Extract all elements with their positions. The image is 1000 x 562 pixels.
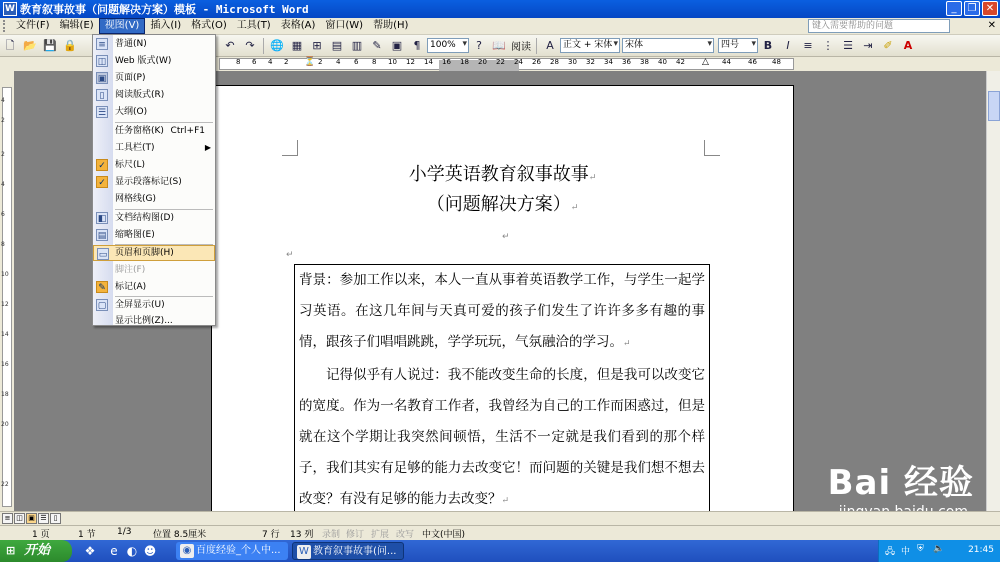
- document-page[interactable]: [211, 85, 794, 511]
- menu-item-ruler[interactable]: [93, 157, 215, 173]
- ruler-number: 10: [388, 58, 397, 66]
- ruler-number: 2: [284, 58, 289, 66]
- ruler-number: 32: [586, 58, 595, 66]
- menu-table[interactable]: 表格(A): [280, 20, 316, 31]
- tables-borders-icon[interactable]: ▦: [291, 38, 303, 52]
- status-position: 位置 8.5厘米: [153, 530, 207, 540]
- menu-item-label: 页眉和页脚(H): [115, 248, 174, 258]
- status-page: 1 页: [32, 530, 50, 540]
- task-label: 百度经验_个人中...: [196, 545, 281, 556]
- menu-file[interactable]: 文件(F): [16, 20, 50, 31]
- status-extend[interactable]: 扩展: [371, 530, 390, 540]
- windows-flag-icon: ⊞: [6, 544, 16, 557]
- title-bar: [0, 0, 1000, 18]
- open-icon[interactable]: 📂: [23, 38, 37, 52]
- menu-item-page-layout[interactable]: [93, 70, 215, 86]
- menu-item-zoom[interactable]: [93, 313, 215, 329]
- normal-view-icon[interactable]: ≡: [2, 513, 13, 524]
- first-indent-marker[interactable]: ⏳: [304, 57, 316, 67]
- document-title-line1[interactable]: [212, 160, 793, 186]
- menu-item-reading-layout[interactable]: [93, 87, 215, 103]
- menu-view[interactable]: 视图(V): [99, 18, 146, 34]
- paragraph-mark: ↵: [623, 339, 631, 349]
- menu-item-label: 工具栏(T): [115, 143, 155, 153]
- ruler-number: 36: [622, 58, 631, 66]
- word-icon: W: [297, 545, 311, 559]
- menu-item-thumbnails[interactable]: [93, 227, 215, 243]
- menu-item-label: 脚注(F): [115, 265, 146, 275]
- menu-item-normal[interactable]: [93, 36, 215, 52]
- zoom-select[interactable]: 100% ▾: [427, 38, 469, 53]
- ruler-number: 42: [676, 58, 685, 66]
- paragraph-mark: ↵: [286, 250, 294, 260]
- paragraph-mark: ↵: [588, 173, 597, 183]
- ruler-number: 14: [1, 331, 9, 338]
- paragraph-text: 记得似乎有人说过：我不能改变生命的长度，但是我可以改变它的宽度。作为一名教育工作者，我曾经为自己的工作而困惑过，但是就在这个学期让我突然间顿悟，生活不一定就是我们看到的那个样子，我们其实有足够的能力去改变它！而问题的关键是我们想不想去改变？有没有足够的能力去改变？: [299, 367, 705, 507]
- menu-tools[interactable]: 工具(T): [236, 20, 271, 31]
- ruler-number: 4: [1, 97, 5, 104]
- restore-button[interactable]: ❐: [964, 1, 980, 16]
- start-label: 开始: [24, 543, 51, 558]
- ruler-number: 2: [318, 58, 323, 66]
- hyperlink-icon[interactable]: 🌐: [270, 38, 284, 52]
- menu-item-label: 阅读版式(R): [115, 90, 165, 100]
- ruler-number: 20: [478, 58, 487, 66]
- menu-item-document-map[interactable]: [93, 210, 215, 226]
- window-title: 教育叙事故事（问题解决方案）模板 - Microsoft Word: [20, 3, 309, 16]
- margin-corner: [704, 140, 720, 156]
- title-text: 小学英语教育叙事故事: [408, 164, 589, 185]
- menu-item-label: 网格线(G): [115, 194, 156, 204]
- fullscreen-icon: ▢: [97, 301, 107, 311]
- menu-item-label: 文档结构图(D): [115, 213, 174, 223]
- paragraph-background[interactable]: [299, 265, 705, 360]
- ruler-number: 8: [236, 58, 241, 66]
- ruler-number: 16: [442, 58, 451, 66]
- columns-icon[interactable]: ▥: [351, 38, 363, 52]
- ruler-number: 40: [658, 58, 667, 66]
- ruler-number: 46: [748, 58, 757, 66]
- status-pages: 1/3: [117, 527, 132, 537]
- ime-icon[interactable]: 中: [901, 547, 911, 557]
- drawing-icon[interactable]: ✎: [372, 38, 382, 52]
- volume-icon[interactable]: 🔈: [933, 544, 945, 554]
- reading-view-icon[interactable]: ▯: [50, 513, 61, 524]
- save-icon[interactable]: 💾: [43, 38, 57, 52]
- ruler-number: 38: [640, 58, 649, 66]
- paragraph-text: 背景：参加工作以来，本人一直从事着英语教学工作，与学生一起学习英语。在这几年间与天真可爱的孩子们发生了许许多多有趣的事情，跟孩子们唱唱跳跳，学学玩玩，气氛融洽的学习。: [299, 272, 705, 350]
- ruler-number: 10: [1, 271, 9, 278]
- menu-item-label: Web 版式(W): [115, 56, 172, 66]
- menu-item-label: 显示段落标记(S): [115, 177, 182, 187]
- menu-item-label: 标尺(L): [115, 160, 146, 170]
- ruler-number: 4: [268, 58, 273, 66]
- menu-item-toolbars[interactable]: [93, 140, 215, 156]
- menu-help[interactable]: 帮助(H): [373, 20, 409, 31]
- menu-item-label: 缩略图(E): [115, 230, 155, 240]
- menu-item-outline[interactable]: [93, 104, 215, 120]
- ruler-number: 18: [1, 391, 9, 398]
- ruler-number: 4: [1, 181, 5, 188]
- watermark-brand: Bai 经验: [827, 463, 974, 503]
- ruler-number: 16: [1, 361, 9, 368]
- system-tray: [878, 540, 1000, 562]
- clock[interactable]: 21:45: [968, 545, 994, 555]
- print-layout-icon[interactable]: ▣: [26, 513, 37, 524]
- paragraph-reflection[interactable]: [299, 360, 705, 511]
- menu-item-full-screen[interactable]: [93, 297, 215, 313]
- redo-icon[interactable]: ↷: [245, 38, 255, 52]
- normal-view-icon: ≡: [96, 38, 108, 50]
- highlight-icon[interactable]: ✐: [883, 38, 893, 52]
- ruler-number: 6: [354, 58, 359, 66]
- ruler-number: 4: [336, 58, 341, 66]
- numbering-icon[interactable]: ⋮: [822, 38, 834, 52]
- document-map-icon: ◧: [97, 214, 107, 224]
- explorer-icon[interactable]: ◐: [126, 544, 138, 558]
- menu-window[interactable]: 窗口(W): [325, 20, 364, 31]
- reading-layout-icon: ▯: [96, 89, 108, 101]
- menu-item-gridlines[interactable]: [93, 191, 215, 207]
- menu-bar: [0, 18, 1000, 35]
- align-center-icon[interactable]: ≡: [803, 38, 813, 52]
- ruler-number: 6: [252, 58, 257, 66]
- text-box[interactable]: [294, 264, 710, 511]
- task-word-document[interactable]: [292, 542, 404, 560]
- task-label: 教育叙事故事(问...: [313, 546, 397, 557]
- ruler-number: 12: [1, 301, 9, 308]
- menu-item-task-pane[interactable]: [93, 123, 215, 139]
- ruler-number: 12: [406, 58, 415, 66]
- ruler-number: 48: [772, 58, 781, 66]
- status-bar: [0, 525, 1000, 540]
- menu-item-label: 普通(N): [115, 39, 147, 49]
- status-column: 13 列: [290, 530, 314, 540]
- excel-icon[interactable]: ▤: [331, 38, 343, 52]
- menu-item-shortcut: Ctrl+F1: [170, 126, 205, 136]
- menu-item-label: 全屏显示(U): [115, 300, 165, 310]
- vertical-scrollbar[interactable]: [986, 71, 1000, 511]
- indent-icon[interactable]: ⇥: [863, 38, 873, 52]
- document-title-line2[interactable]: [212, 190, 793, 216]
- ruler-number: 24: [514, 58, 523, 66]
- permission-icon[interactable]: 🔒: [63, 38, 77, 52]
- bold-icon[interactable]: B: [763, 38, 773, 52]
- menu-item-label: 任务窗格(K): [115, 126, 164, 136]
- paragraph-mark: ↵: [502, 232, 510, 242]
- menu-item-label: 标记(A): [115, 282, 147, 292]
- close-button[interactable]: ✕: [982, 1, 998, 16]
- size-select[interactable]: 四号 ▾: [718, 38, 758, 53]
- menu-format[interactable]: 格式(O): [191, 20, 227, 31]
- qq-icon[interactable]: ☻: [143, 544, 157, 558]
- status-line: 7 行: [262, 530, 280, 540]
- ruler-number: 30: [568, 58, 577, 66]
- new-doc-icon[interactable]: 🗋: [5, 38, 15, 52]
- ruler-number: 8: [1, 241, 5, 248]
- status-language: 中文(中国): [422, 530, 466, 540]
- menu-item-web-layout[interactable]: [93, 53, 215, 69]
- ruler-number: 8: [372, 58, 377, 66]
- paragraph-mark: ↵: [570, 203, 579, 213]
- font-select[interactable]: 宋体 ▾: [622, 38, 714, 53]
- outline-icon: ☰: [97, 108, 107, 118]
- undo-icon[interactable]: ↶: [225, 38, 235, 52]
- italic-icon[interactable]: I: [786, 38, 790, 52]
- ruler-number: 22: [1, 481, 9, 488]
- margin-corner: [282, 140, 298, 156]
- check-icon: ✓: [96, 159, 108, 171]
- task-baidu-jingyan[interactable]: [176, 542, 288, 560]
- check-icon: ✓: [96, 176, 108, 188]
- ruler-number: 26: [532, 58, 541, 66]
- ie-icon[interactable]: e: [110, 544, 118, 558]
- status-overtype[interactable]: 改写: [396, 530, 415, 540]
- web-layout-icon: ◫: [97, 57, 107, 67]
- outline-view-icon[interactable]: ☰: [38, 513, 49, 524]
- markup-icon: ✎: [96, 281, 108, 293]
- ruler-number: 44: [722, 58, 731, 66]
- menu-edit[interactable]: 编辑(E): [59, 20, 94, 31]
- minimize-button[interactable]: _: [946, 1, 962, 16]
- view-buttons-bar: [0, 511, 1000, 525]
- menu-grip[interactable]: [3, 20, 7, 32]
- bullets-icon[interactable]: ☰: [843, 38, 853, 52]
- doc-map-icon[interactable]: ▣: [391, 38, 403, 52]
- help-icon[interactable]: ?: [476, 38, 482, 52]
- title-text: （问题解决方案）: [426, 194, 571, 215]
- insert-table-icon[interactable]: ⊞: [312, 38, 322, 52]
- thumbnails-icon: ▤: [97, 231, 107, 241]
- header-footer-icon: ▭: [98, 250, 108, 260]
- web-view-icon[interactable]: ◫: [14, 513, 25, 524]
- paragraph-mark: ↵: [501, 496, 510, 506]
- ruler-number: 14: [424, 58, 433, 66]
- menu-item-show-paragraph-marks[interactable]: [93, 174, 215, 190]
- ruler-number: 2: [1, 117, 5, 124]
- ruler-number: 18: [460, 58, 469, 66]
- ruler-number: 28: [550, 58, 559, 66]
- menu-item-label: 大纲(O): [115, 107, 148, 117]
- start-button[interactable]: [0, 540, 72, 562]
- ruler-number: 34: [604, 58, 613, 66]
- windows-icon[interactable]: ❖: [84, 544, 96, 558]
- font-color-icon[interactable]: A: [903, 38, 913, 52]
- network-icon[interactable]: 🖧: [885, 547, 896, 557]
- right-indent-marker[interactable]: △: [702, 57, 709, 67]
- vertical-ruler[interactable]: [0, 71, 14, 511]
- menu-insert[interactable]: 插入(I): [150, 20, 182, 31]
- scroll-thumb[interactable]: [988, 91, 1000, 121]
- ruler-number: 22: [496, 58, 505, 66]
- page-layout-icon: ▣: [97, 74, 107, 84]
- style-select[interactable]: 正文 + 宋体 ▾: [560, 38, 620, 53]
- status-track[interactable]: 修订: [346, 530, 365, 540]
- menu-item-markup[interactable]: [93, 279, 215, 295]
- submenu-arrow-icon: ▶: [204, 143, 211, 152]
- status-section: 1 节: [78, 530, 96, 540]
- menu-item-header-footer[interactable]: [93, 245, 215, 261]
- styles-icon[interactable]: A: [546, 38, 554, 52]
- help-search-input[interactable]: 键入需要帮助的问题: [808, 19, 950, 33]
- read-button[interactable]: 阅读: [511, 42, 531, 53]
- ruler-number: 20: [1, 421, 9, 428]
- ruler-number: 6: [1, 211, 5, 218]
- shield-icon[interactable]: ⛨: [917, 544, 924, 554]
- doc-close-icon[interactable]: ✕: [987, 20, 996, 31]
- menu-item-footnotes: [93, 262, 215, 278]
- word-app-icon[interactable]: W: [3, 2, 17, 16]
- read-icon[interactable]: 📖: [492, 38, 506, 52]
- ruler-number: 2: [1, 151, 5, 158]
- menu-item-label: 页面(P): [115, 73, 146, 83]
- view-menu-dropdown: [92, 34, 216, 326]
- menu-item-label: 显示比例(Z)...: [115, 316, 173, 326]
- status-record[interactable]: 录制: [322, 530, 341, 540]
- show-hide-icon[interactable]: ¶: [413, 38, 421, 52]
- browser-icon: ◉: [180, 544, 194, 558]
- taskbar: [0, 540, 1000, 562]
